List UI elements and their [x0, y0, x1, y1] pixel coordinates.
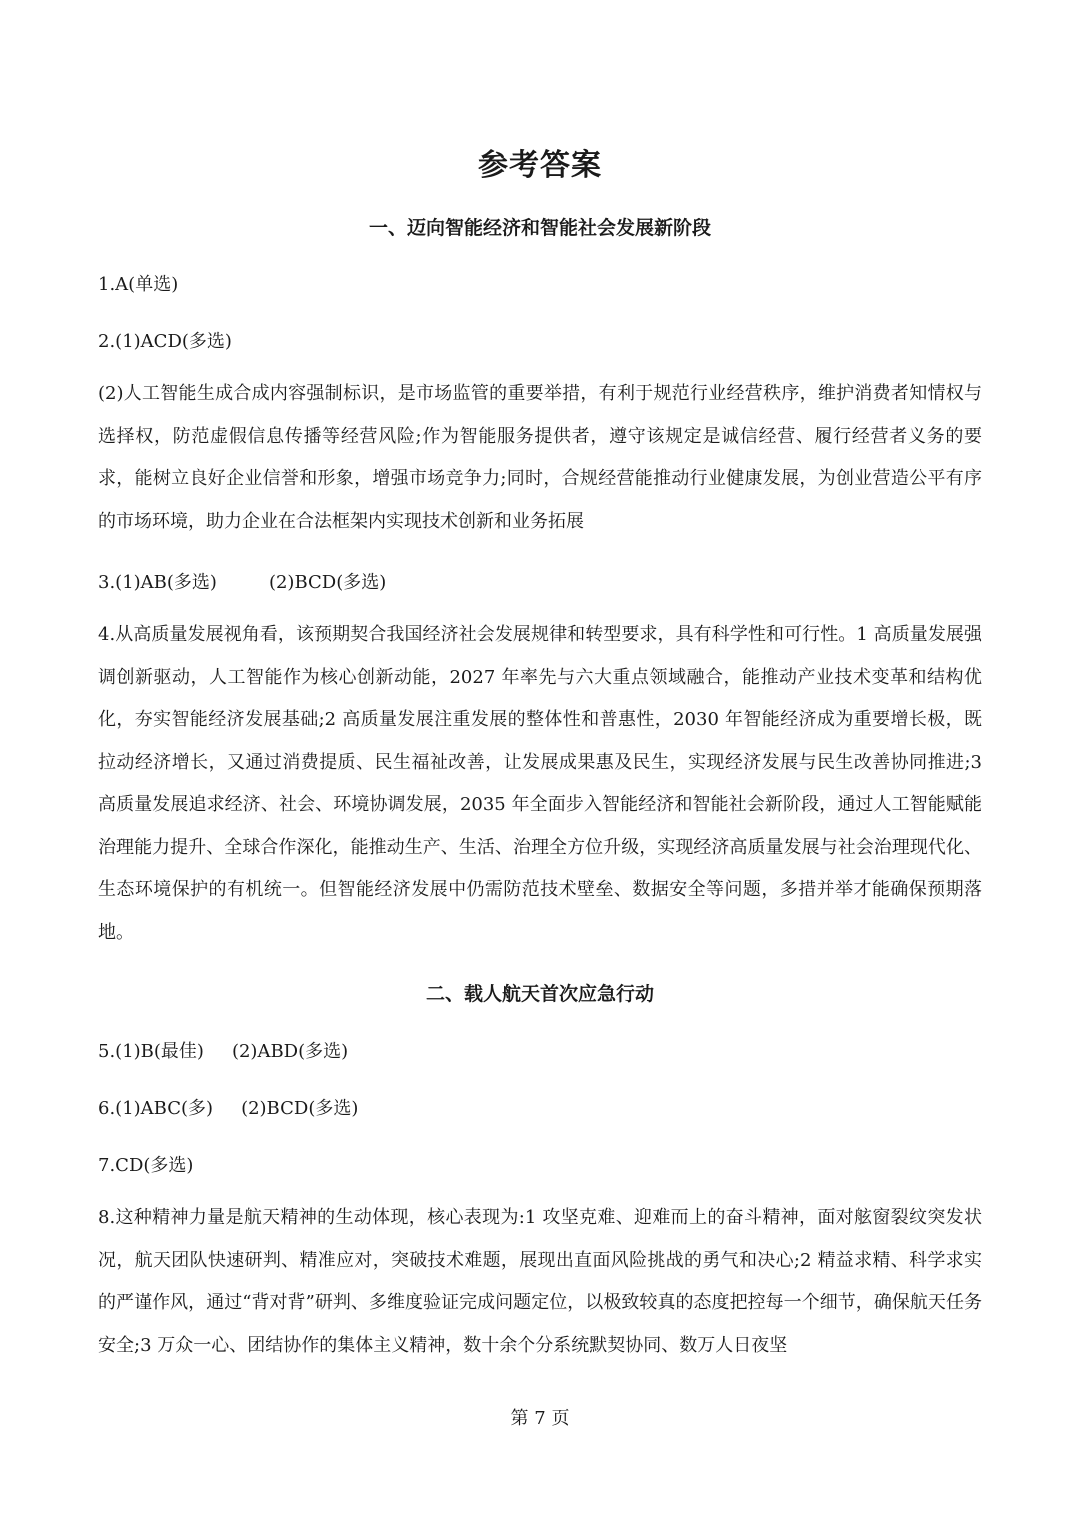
answer-6	[98, 1094, 358, 1120]
page-title: 参考答案	[478, 148, 602, 183]
answer-6-1: 6.(1)ABC(多)	[98, 1098, 214, 1119]
answer-1: 1.A(单选)	[98, 274, 179, 295]
section-heading-1: 一、迈向智能经济和智能社会发展新阶段	[368, 217, 711, 239]
answer-5-1: 5.(1)B(最佳)	[98, 1041, 204, 1062]
answer-5-2: (2)ABD(多选)	[231, 1041, 349, 1062]
answer-7: 7.CD(多选)	[98, 1155, 194, 1176]
answer-6-2: (2)BCD(多选)	[241, 1098, 359, 1119]
answer-2-1: 2.(1)ACD(多选)	[98, 331, 232, 352]
answer-3	[98, 568, 386, 594]
answer-5	[98, 1037, 348, 1063]
answer-8: 8.这种精神力量是航天精神的生动体现，核心表现为:1 攻坚克难、迎难而上的奋斗精神，面对舷窗裂纹突发状况，航天团队快速研判、精准应对，突破技术难题，展现出直面风险挑战的勇气和决心;2 精益求精、科学求实的严谨作风，通过“背对背”研判、多维度验证完成问题定位，以极致较真的态度把控每一个细节，确保航天任务安全;3 万众一心、团结协作的集体主义精神，数十余个分系统默契协同、数万人日夜坚	[98, 1207, 982, 1356]
answer-3-1: 3.(1)AB(多选)	[98, 572, 217, 593]
page-number: 第 7 页	[510, 1408, 570, 1429]
answer-2-2: (2)人工智能生成合成内容强制标识，是市场监管的重要举措，有利于规范行业经营秩序，维护消费者知情权与选择权，防范虚假信息传播等经营风险;作为智能服务提供者，遵守该规定是诚信经营、履行经营者义务的要求，能树立良好企业信誉和形象，增强市场竞争力;同时，合规经营能推动行业健康发展，为创业营造公平有序的市场环境，助力企业在合法框架内实现技术创新和业务拓展	[98, 383, 982, 532]
answer-3-2: (2)BCD(多选)	[268, 572, 387, 593]
section-heading-2: 二、载人航天首次应急行动	[425, 983, 654, 1005]
answer-4: 4.从高质量发展视角看，该预期契合我国经济社会发展规律和转型要求，具有科学性和可行性。1 高质量发展强调创新驱动，人工智能作为核心创新动能，2027 年率先与六大重点领域融合，能推动产业技术变革和结构优化，夯实智能经济发展基础;2 高质量发展注重发展的整体性和普惠性，2030 年智能经济成为重要增长极，既拉动经济增长，又通过消费提质、民生福祉改善，让发展成果惠及民生，实现经济发展与民生改善协同推进;3 高质量发展追求经济、社会、环境协调发展，2035 年全面步入智能经济和智能社会新阶段，通过人工智能赋能治理能力提升、全球合作深化，能推动生产、生活、治理全方位升级，实现经济高质量发展与社会治理现代化、生态环境保护的有机统一。但智能经济发展中仍需防范技术壁垒、数据安全等问题，多措并举才能确保预期落地。	[98, 624, 982, 943]
